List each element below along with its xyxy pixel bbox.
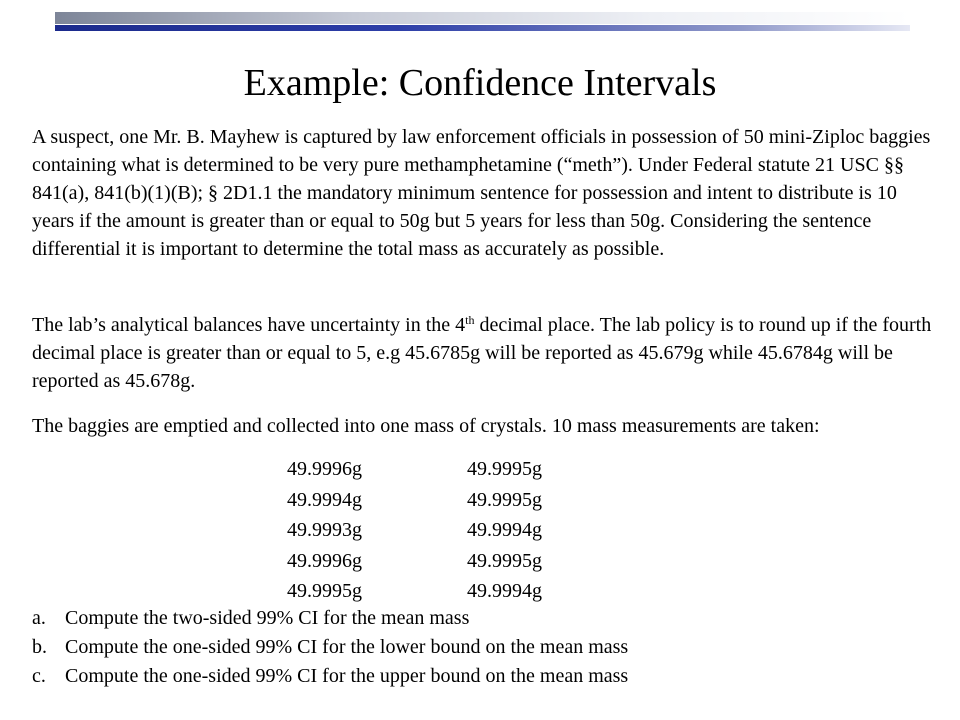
header-gradient-band [55,12,910,24]
task-text: Compute the two-sided 99% CI for the mean mass [65,607,470,629]
measurement-value: 49.9995g [287,580,362,602]
slide-title: Example: Confidence Intervals [243,62,717,104]
measurement-value: 49.9996g [287,458,362,480]
header-blue-rule [55,25,910,31]
measurement-value: 49.9993g [287,519,362,541]
task-item-a [32,604,932,633]
task-marker: c. [32,665,46,687]
ordinal-superscript: th [465,313,475,327]
task-list [32,604,932,691]
task-marker: b. [32,636,47,658]
task-item-c [32,662,932,691]
task-marker: a. [32,607,46,629]
measurement-value: 49.9994g [467,519,542,541]
header-decoration-bar [55,12,910,34]
lab-policy-text-start: The lab’s analytical balances have uncertainty in the 4 [32,314,466,336]
measurement-value: 49.9995g [467,488,542,511]
measurement-table [287,454,587,607]
measurement-value: 49.9995g [467,458,542,480]
paragraph-case-description: A suspect, one Mr. B. Mayhew is captured by law enforcement officials in possession of 50 mini-Ziploc baggies containing what is determined to be very pure methamphetamine (“meth”). Under Federal statute 21 USC §§ 841(a), 841(b)(1)(B); § 2D1.1 the mandatory minimum sentence for possession and intent to distribute is 10 years if the amount is greater than or equal to 50g but 5 years for less than 50g. Considering the sentence differential it is important to determine the total mass as accurately as possible. [32,126,931,260]
lab-policy-text-end: decimal place. The lab policy is to round up if the fourth decimal place is greater than or equal to 5, e.g 45.6785g will be reported as 45.679g while 45.6784g will be reported as 45.678g. [32,314,932,392]
measurement-value: 49.9994g [467,580,542,602]
measurement-value: 49.9995g [467,549,542,572]
paragraph-measurement-intro: The baggies are emptied and collected into one mass of crystals. 10 mass measurements are taken: [32,415,820,437]
paragraph-lab-policy [32,311,932,395]
measurement-value: 49.9996g [287,549,362,572]
task-item-b [32,633,932,662]
task-text: Compute the one-sided 99% CI for the lower bound on the mean mass [65,636,629,658]
task-text: Compute the one-sided 99% CI for the upper bound on the mean mass [65,665,629,687]
measurement-value: 49.9994g [287,488,362,511]
